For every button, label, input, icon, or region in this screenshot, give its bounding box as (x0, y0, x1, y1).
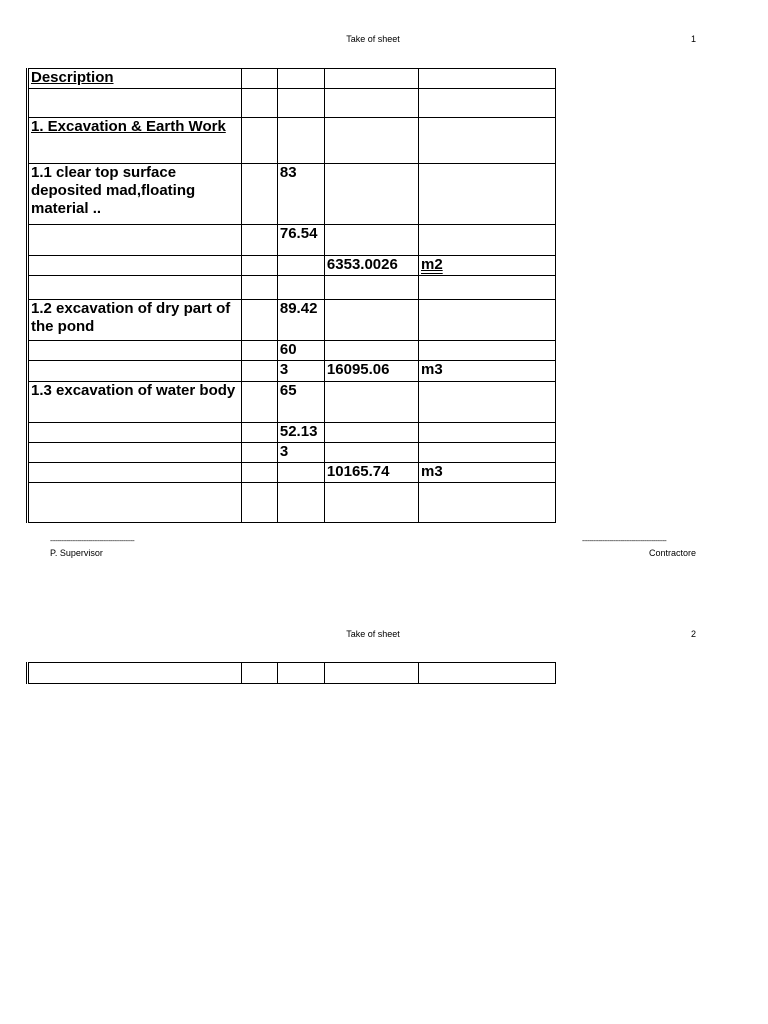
table-cell (242, 89, 278, 118)
quantity-total: 10165.74 (324, 463, 418, 483)
table-row (28, 361, 556, 382)
table-cell (324, 118, 418, 164)
table-row (28, 118, 556, 164)
item-description: 1.3 excavation of water body (28, 382, 242, 423)
table-cell (324, 164, 418, 225)
unit-cell (419, 256, 556, 276)
table-cell (419, 443, 556, 463)
table-row (28, 164, 556, 225)
unit-text: m2 (421, 256, 443, 273)
table-cell (419, 341, 556, 361)
table-cell (277, 276, 324, 300)
measurement-cell: 83 (277, 164, 324, 225)
sheet-page-2 (0, 590, 768, 1024)
table-row (28, 256, 556, 276)
description-header (28, 69, 242, 89)
table-cell (324, 225, 418, 256)
table-cell (28, 256, 242, 276)
table-cell (242, 361, 278, 382)
measurement-cell: 76.54 (277, 225, 324, 256)
page-header-title: Take of sheet (346, 34, 400, 44)
table-cell (324, 89, 418, 118)
table-cell (419, 164, 556, 225)
table-cell (277, 118, 324, 164)
unit-cell: m3 (419, 463, 556, 483)
table-cell (242, 164, 278, 225)
table-cell (419, 663, 556, 684)
table-row (28, 69, 556, 89)
table-cell (324, 341, 418, 361)
table-cell (419, 69, 556, 89)
table-row (28, 463, 556, 483)
table-cell (277, 256, 324, 276)
table-cell (242, 69, 278, 89)
takeoff-table (26, 662, 556, 684)
measurement-cell: 65 (277, 382, 324, 423)
table-cell (324, 382, 418, 423)
table-row (28, 382, 556, 423)
page-header-title: Take of sheet (346, 629, 400, 639)
table-row (28, 483, 556, 523)
table-cell (28, 341, 242, 361)
takeoff-table (26, 68, 556, 523)
table-cell (419, 276, 556, 300)
measurement-cell: 3 (277, 361, 324, 382)
measurement-cell: 60 (277, 341, 324, 361)
table-row (28, 443, 556, 463)
table-cell (28, 225, 242, 256)
table-cell (242, 443, 278, 463)
table-cell (324, 276, 418, 300)
table-row (28, 89, 556, 118)
table-cell (419, 225, 556, 256)
table-cell (28, 361, 242, 382)
table-row (28, 341, 556, 361)
table-row (28, 225, 556, 256)
measurement-cell: 3 (277, 443, 324, 463)
table-cell (277, 69, 324, 89)
page-number: 2 (690, 629, 696, 639)
table-cell (28, 89, 242, 118)
table-cell (242, 382, 278, 423)
table-row (28, 276, 556, 300)
table-cell (28, 483, 242, 523)
table-cell (324, 483, 418, 523)
table-cell (324, 423, 418, 443)
table-cell (324, 300, 418, 341)
supervisor-label: P. Supervisor (50, 548, 103, 558)
description-header-text: Description (31, 69, 114, 86)
table-cell (28, 276, 242, 300)
measurement-cell: 89.42 (277, 300, 324, 341)
table-row (28, 423, 556, 443)
unit-cell: m3 (419, 361, 556, 382)
table-cell (28, 443, 242, 463)
table-cell (28, 663, 242, 684)
item-description: 1.1 clear top surface deposited mad,floating material .. (28, 164, 242, 225)
table-cell (242, 341, 278, 361)
table-cell (28, 463, 242, 483)
table-cell (242, 483, 278, 523)
table-cell (324, 69, 418, 89)
page-number: 1 (690, 34, 696, 44)
table-cell (242, 256, 278, 276)
table-cell (419, 300, 556, 341)
table-cell (277, 483, 324, 523)
quantity-total: 16095.06 (324, 361, 418, 382)
section-heading-text: 1. Excavation & Earth Work (31, 118, 226, 135)
table-row (28, 300, 556, 341)
table-cell (419, 382, 556, 423)
table-cell (419, 423, 556, 443)
table-cell (324, 443, 418, 463)
table-cell (277, 89, 324, 118)
table-cell (419, 118, 556, 164)
table-cell (242, 118, 278, 164)
measurement-cell: 52.13 (277, 423, 324, 443)
table-cell (242, 423, 278, 443)
table-cell (242, 276, 278, 300)
table-cell (28, 423, 242, 443)
table-row (28, 663, 556, 684)
table-cell (419, 483, 556, 523)
table-cell (242, 663, 278, 684)
contractor-label: Contractore (648, 548, 696, 558)
item-description: 1.2 excavation of dry part of the pond (28, 300, 242, 341)
section-heading (28, 118, 242, 164)
table-cell (324, 663, 418, 684)
table-cell (277, 663, 324, 684)
table-cell (419, 89, 556, 118)
quantity-total: 6353.0026 (324, 256, 418, 276)
table-cell (242, 225, 278, 256)
contractor-signature-line: ---------------------------------------------- (582, 538, 667, 545)
table-cell (242, 463, 278, 483)
table-cell (277, 463, 324, 483)
supervisor-signature-line: ---------------------------------------------- (50, 538, 135, 545)
table-cell (242, 300, 278, 341)
